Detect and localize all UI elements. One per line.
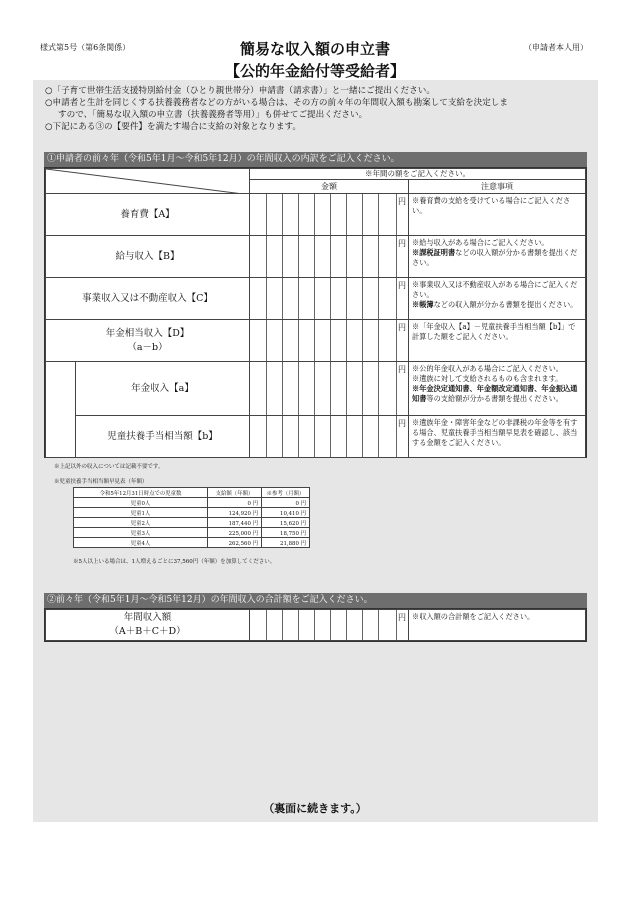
table-cell: 21,880 円 [262,538,310,548]
table-cell: 0 円 [262,498,310,508]
note-rest: などの収入額が分かる書類を提出ください。 [433,300,578,309]
reference-footnote: ※5人以上いる場合は、1人増えるごとに37,560円（年額）を加算してください。 [73,559,276,565]
table-row [74,498,310,508]
digit-dividers [250,236,397,277]
sub-row-indent [45,361,76,458]
document-title: 簡易な収入額の申立書 [239,40,390,58]
note-bold: ※帳簿 [412,300,434,309]
amount-input-d[interactable] [249,319,409,362]
digit-dividers [250,416,397,457]
yen-unit: 円 [398,281,406,290]
table-header: 支給額（年額） [208,488,262,498]
table-cell: 18,750 円 [262,528,310,538]
notes-column-label: 注意事項 [481,181,513,191]
note-text [412,280,582,310]
section2-header: ②前々年（令和5年1月～令和5年12月）の年間収入の合計額をご記入ください。 [44,593,587,608]
note-cell-d [408,319,586,362]
row-label-a [45,193,250,236]
note-text [412,238,582,268]
table-row [74,518,310,528]
table-cell: 124,920 円 [208,508,262,518]
notes-column-header [408,179,586,194]
note-line: ※事業収入又は不動産収入がある場合にご記入ください。 [412,280,578,299]
table-cell: 0 円 [208,498,262,508]
amount-input-c[interactable] [249,277,409,320]
row-label-b [45,235,250,278]
table-cell: 児童1人 [74,508,208,518]
intro-line: ○申請者と生計を同じくする扶養義務者などの方がいる場合は、その方の前々年の年間収入額も勘案して支給を決定しま [45,98,508,108]
note-line: ※遺族に対して支給されるものも含まれます。 [412,374,563,383]
intro-notes [45,85,590,133]
note-rest: などの収入額が分かる書類を提出ください。 [412,248,578,267]
annual-total-label-text: 年間収入額 [123,612,172,623]
note-cell-c [408,277,586,320]
note-line [412,248,582,268]
income-breakdown-table [44,167,587,458]
intro-line: すので、「簡易な収入額の申立書（扶養義務者等用）」も併せてご提出ください。 [58,110,368,120]
note-text: ※遺族年金・障害年金などの非課税の年金等を有する場合、児童扶養手当相当額早見表を確認し、該当する金額をご記入ください。 [412,418,578,447]
note-line [412,300,582,310]
annual-amount-note-text: ※年間の額をご記入ください。 [365,169,470,178]
row-label-c [45,277,250,320]
diagonal-line [46,169,251,195]
section1-header: ①申請者の前々年（令和5年1月～令和5年12月）の年間収入の内訳をご記入ください。 [44,152,587,167]
note-cell-pension [408,361,586,416]
table-row [74,508,310,518]
row-label-child-allowance [75,415,250,458]
note-line: ※給与収入がある場合にご記入ください。 [412,238,549,247]
note-cell-child-allowance [408,415,586,458]
amount-input-b[interactable] [249,235,409,278]
digit-dividers [250,278,397,319]
note-text: ※収入額の合計額をご記入ください。 [412,612,535,621]
annual-total-note-cell [408,609,586,641]
table-row [74,538,310,548]
table-cell: 児童4人 [74,538,208,548]
allowance-reference-table [73,487,310,548]
table-row [74,528,310,538]
note-cell-a [408,193,586,236]
note-line [412,384,582,404]
row-label-text: 児童扶養手当相当額【b】 [107,430,218,442]
table-cell: 15,620 円 [262,518,310,528]
row-label-text: 年金相当収入【D】 [105,327,190,339]
table-cell: 225,000 円 [208,528,262,538]
table-cell: 187,440 円 [208,518,262,528]
note-rest: 等の支給額が分かる書類を提出ください。 [426,394,563,403]
document-subtitle: 【公的年金給付等受給者】 [224,62,405,80]
note-cell-b [408,235,586,278]
digit-dividers [250,610,397,640]
table-header-row [74,488,310,498]
table-cell: 10,410 円 [262,508,310,518]
yen-unit: 円 [398,365,406,374]
applicant-label: （申請者本人用） [524,43,588,52]
table-cell: 262,560 円 [208,538,262,548]
digit-dividers [250,320,397,361]
digit-dividers [250,194,397,235]
table-header: ※参考（月額） [262,488,310,498]
amount-column-label: 金額 [321,181,337,191]
yen-unit: 円 [398,613,406,622]
row-label-pension [75,361,250,416]
table-header: 令和5年12月31日時点での児童数 [74,488,208,498]
reference-table-title: ※児童扶養手当相当額早見表（年額） [54,479,148,485]
note-line: ※公的年金収入がある場合にご記入ください。 [412,364,563,373]
other-income-note: ※上記以外の収入については記載不要です。 [54,464,164,470]
corner-header-cell [45,168,250,194]
table-cell: 児童0人 [74,498,208,508]
amount-input-a[interactable] [249,193,409,236]
annual-total-table [44,608,587,642]
row-label-text: 給与収入【B】 [115,250,180,262]
yen-unit: 円 [398,197,406,206]
yen-unit: 円 [398,239,406,248]
note-bold: ※課税証明書 [412,248,456,257]
row-label-text: 年金収入【a】 [131,382,194,394]
annual-total-label [45,609,250,641]
note-bold: ※年金決定通知書、年金額改定通知書、年金振込通知書 [412,384,578,403]
table-cell: 児童2人 [74,518,208,528]
row-label-formula: （a－b） [127,341,168,353]
intro-line: ○「子育て世帯生活支援特別給付金（ひとり親世帯分）申請書（請求書）」と一緒にご提出ください。 [45,86,435,96]
amount-input-child-allowance[interactable] [249,415,409,458]
note-text [412,364,582,404]
amount-input-pension[interactable] [249,361,409,416]
table-cell: 児童3人 [74,528,208,538]
note-text: ※「年金収入【a】－児童扶養手当相当額【b】」で計算した額をご記入ください。 [412,322,576,341]
row-label-text: 事業収入又は不動産収入【C】 [82,292,213,304]
yen-unit: 円 [398,323,406,332]
row-label-text: 養育費【A】 [120,208,175,220]
intro-line: ○下記にある③の【要件】を満たす場合に支給の対象となります。 [45,122,302,132]
digit-dividers [250,362,397,415]
row-label-d [45,319,250,362]
annual-total-input[interactable] [249,609,409,641]
amount-column-header [249,179,409,194]
yen-unit: 円 [398,419,406,428]
note-text: ※養育費の支給を受けている場合にご記入ください。 [412,196,571,215]
continued-note: （裏面に続きます。） [263,802,367,815]
form-number: 様式第5号（第6条関係） [40,43,131,52]
annual-total-formula: （A＋B＋C＋D） [109,626,186,637]
